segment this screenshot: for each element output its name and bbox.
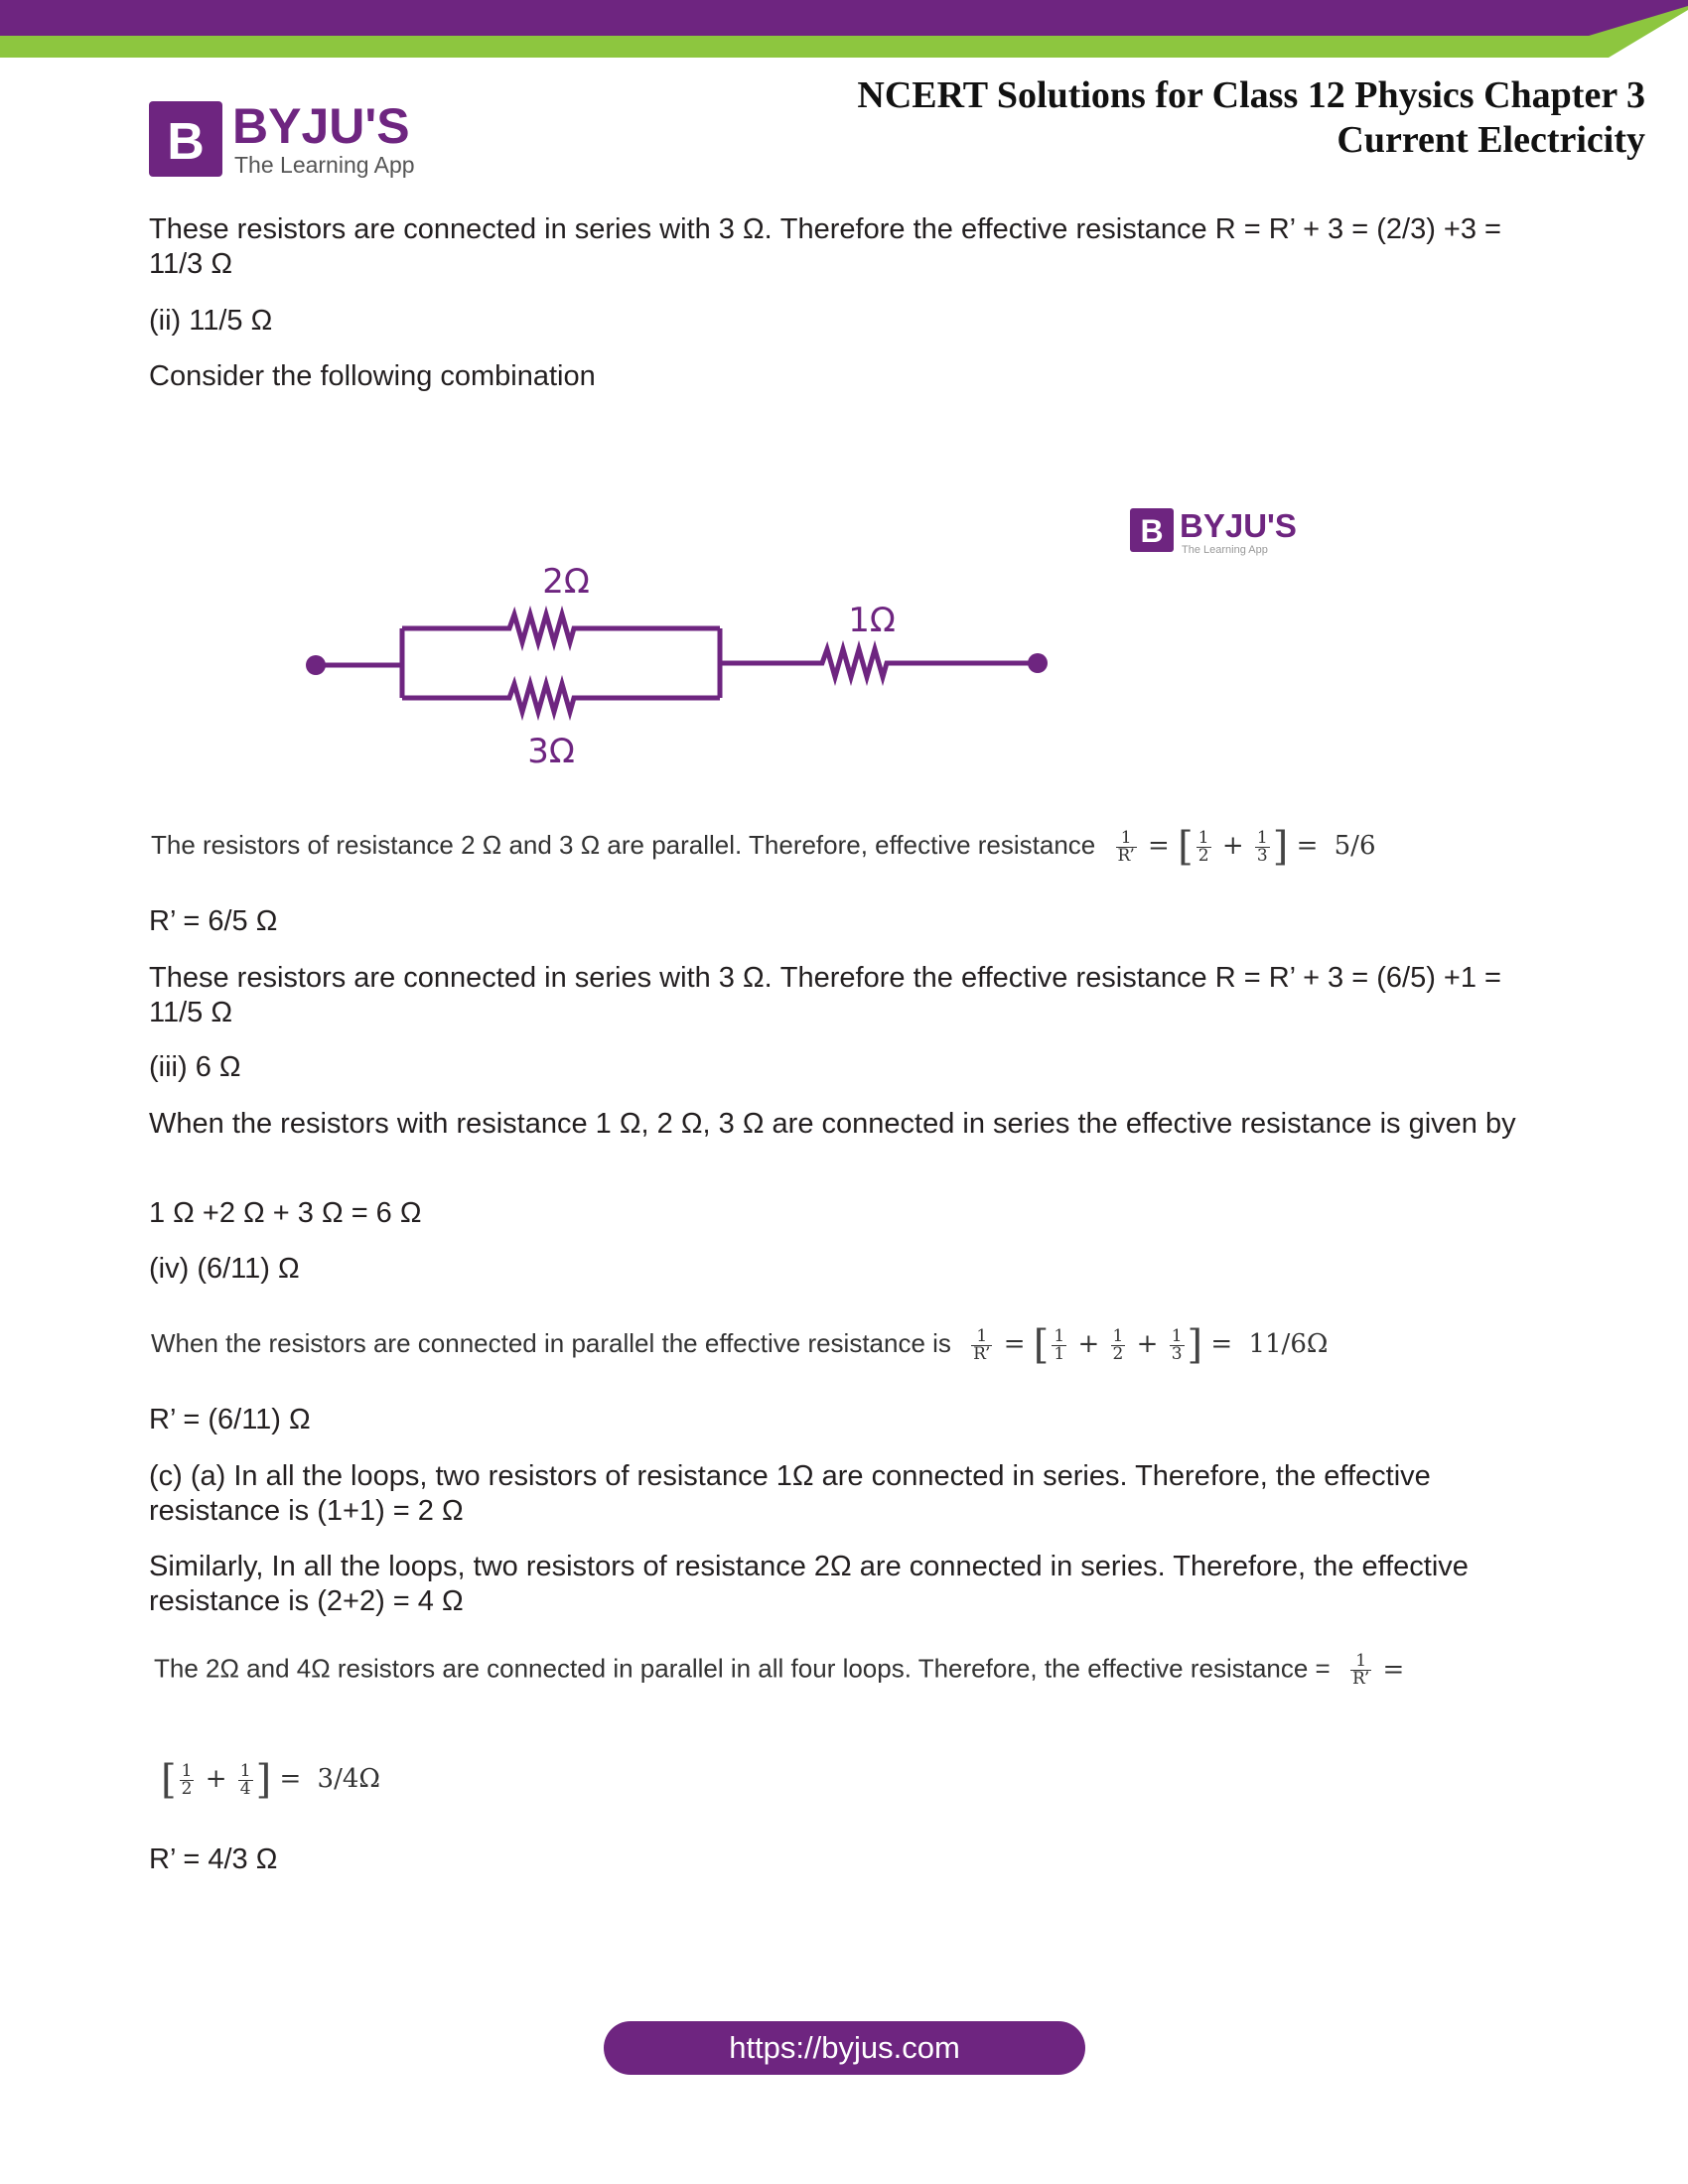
terminal-left xyxy=(306,655,326,675)
paragraph: These resistors are connected in series with 3 Ω. Therefore the effective resistance R = R’ + 3 = (2/3) +3 = 11/3 Ω xyxy=(149,213,1501,280)
byjus-logo xyxy=(149,97,447,183)
formula-result: 11/6Ω xyxy=(1248,1329,1329,1359)
terminal-right xyxy=(1028,653,1048,673)
paragraph: These resistors are connected in series with 3 Ω. Therefore the effective resistance R = R’ + 3 = (6/5) +1 = 11/5 Ω xyxy=(149,962,1501,1028)
paragraph: Similarly, In all the loops, two resistors of resistance 2Ω are connected in series. Therefore, the effective resistance is (2+2) = 4 Ω xyxy=(149,1551,1469,1617)
top-decorative-band xyxy=(0,0,1688,62)
resistor-label-1ohm: 1Ω xyxy=(848,601,896,640)
formula-line xyxy=(161,1757,380,1803)
formula-text: When the resistors are connected in parallel the effective resistance is xyxy=(151,1328,951,1358)
logo-tagline: The Learning App xyxy=(234,152,415,178)
paragraph: R’ = (6/11) Ω xyxy=(149,1404,311,1435)
resistor-label-3ohm: 3Ω xyxy=(527,732,575,771)
logo-brand: BYJU'S xyxy=(232,98,410,154)
svg-text:BYJU'S: BYJU'S xyxy=(1180,507,1297,544)
formula-line xyxy=(151,1322,1328,1368)
paragraph: When the resistors with resistance 1 Ω, 2 Ω, 3 Ω are connected in series the effective resistance is given by xyxy=(149,1108,1516,1140)
formula-result: 3/4Ω xyxy=(317,1764,380,1794)
formula-text: The resistors of resistance 2 Ω and 3 Ω are parallel. Therefore, effective resistance xyxy=(151,830,1096,860)
formula-line xyxy=(154,1653,1404,1688)
formula-expression: $\frac{1}{R’}$ = xyxy=(1351,1651,1405,1689)
paragraph: Consider the following combination xyxy=(149,360,596,392)
resistor-label-2ohm: 2Ω xyxy=(542,562,590,602)
paragraph: (c) (a) In all the loops, two resistors of resistance 1Ω are connected in series. Therefore, the effective resistance is (1+1) = 2 Ω xyxy=(149,1460,1431,1527)
page-title xyxy=(857,73,1645,163)
paragraph: 1 Ω +2 Ω + 3 Ω = 6 Ω xyxy=(149,1197,422,1229)
page-title-line1: NCERT Solutions for Class 12 Physics Chapter 3 xyxy=(857,74,1645,116)
circuit-diagram xyxy=(278,501,1331,779)
byjus-watermark-logo xyxy=(1130,507,1297,556)
paragraph: (iv) (6/11) Ω xyxy=(149,1253,300,1285)
formula-line xyxy=(151,824,1375,870)
paragraph: R’ = 6/5 Ω xyxy=(149,905,278,937)
svg-text:B: B xyxy=(1140,513,1164,549)
paragraph: R’ = 4/3 Ω xyxy=(149,1843,278,1875)
footer-url-link[interactable]: https://byjus.com xyxy=(604,2021,1085,2075)
document-body xyxy=(149,212,1529,282)
logo-letter: B xyxy=(167,113,205,171)
page-title-line2: Current Electricity xyxy=(1336,119,1645,161)
formula-text: The 2Ω and 4Ω resistors are connected in parallel in all four loops. Therefore, the effective resistance = xyxy=(154,1653,1331,1684)
formula-expression: [ $\frac{1}{2}$ + $\frac{1}{4}$ ] = 3/4Ω xyxy=(161,1757,380,1803)
paragraph: (ii) 11/5 Ω xyxy=(149,305,273,337)
paragraph: (iii) 6 Ω xyxy=(149,1051,241,1083)
svg-text:The Learning App: The Learning App xyxy=(1182,544,1268,556)
formula-expression: $\frac{1}{R’}$ = [ $\frac{1}{2}$ + $\frac{1}{3}$ ] = 5/6 xyxy=(1117,824,1376,870)
formula-expression: $\frac{1}{R’}$ = [ $\frac{1}{1}$ + $\frac{1}{2}$ + $\frac{1}{3}$ ] = 11/6Ω xyxy=(973,1322,1329,1368)
formula-result: 5/6 xyxy=(1334,831,1376,861)
